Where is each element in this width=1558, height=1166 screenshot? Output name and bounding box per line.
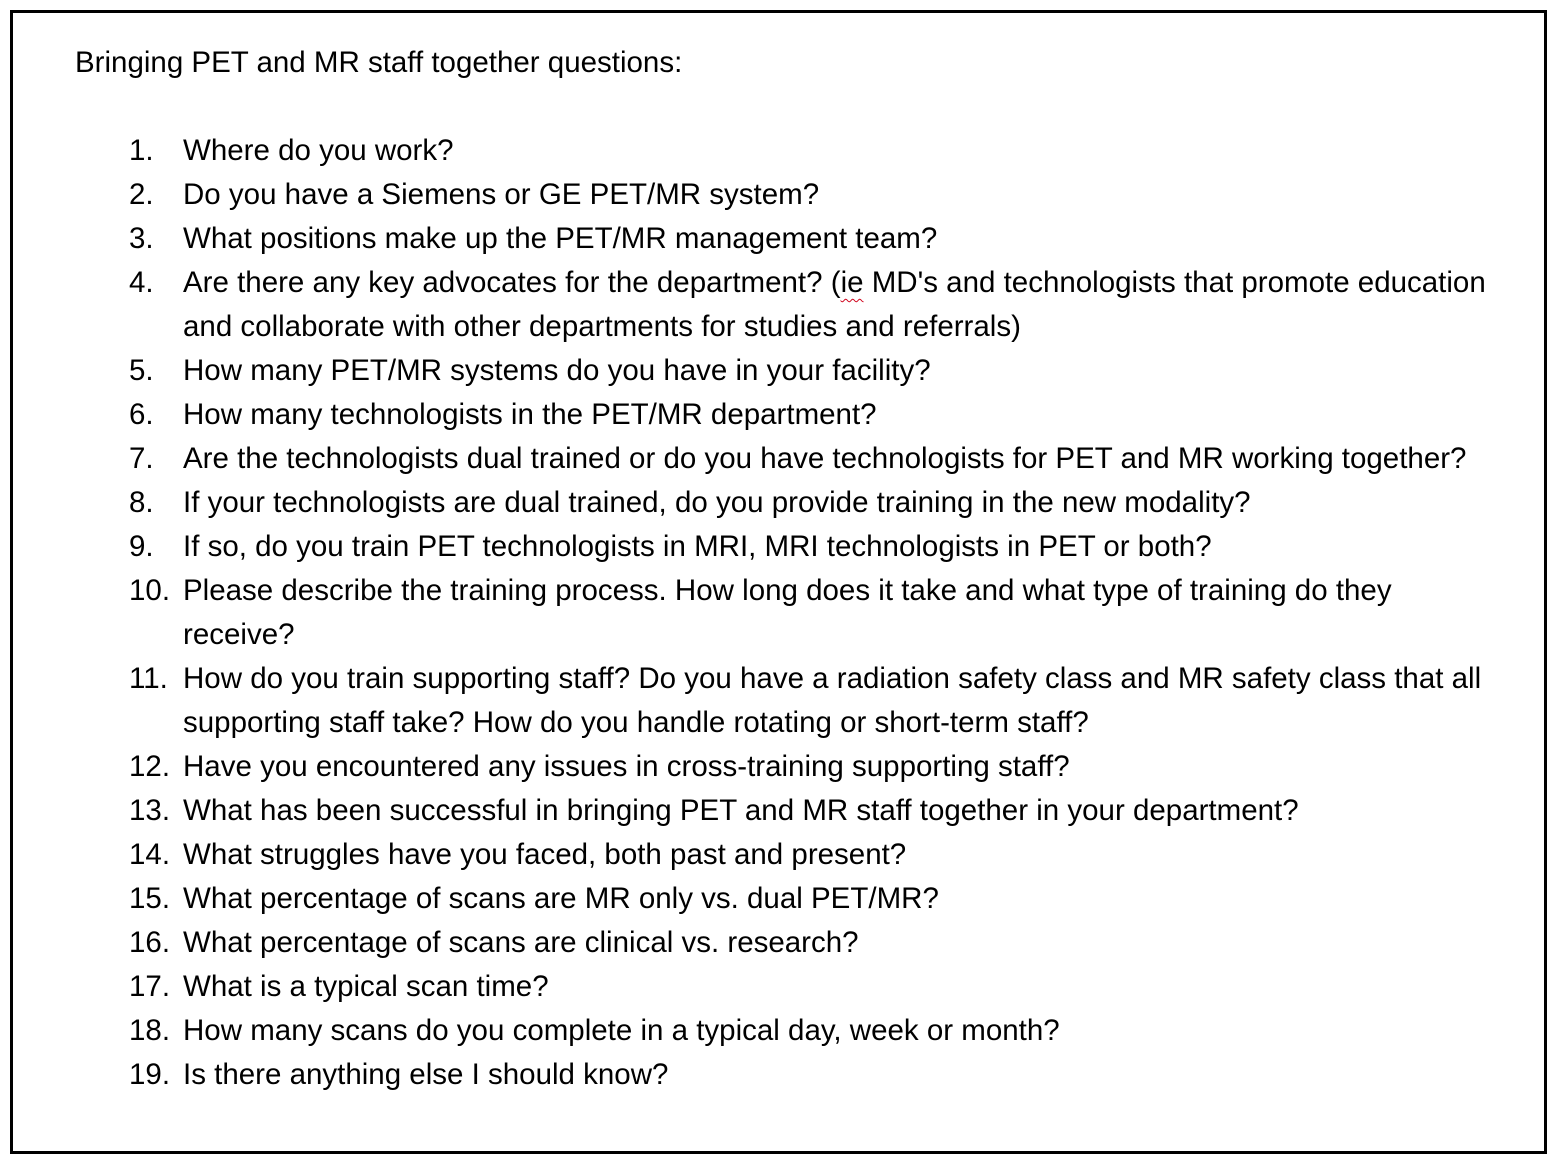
question-number: 14. [129, 838, 171, 871]
question-number: 18. [129, 1014, 171, 1047]
question-item [121, 129, 1501, 173]
question-text: Have you encountered any issues in cross-training supporting staff? [183, 750, 1070, 783]
question-text: How many technologists in the PET/MR department? [183, 398, 877, 431]
question-text: What positions make up the PET/MR management team? [183, 222, 938, 255]
question-number: 17. [129, 970, 171, 1003]
question-item [121, 349, 1501, 393]
question-text: How many scans do you complete in a typical day, week or month? [183, 1014, 1060, 1047]
question-number: 5. [129, 354, 154, 387]
question-item [121, 393, 1501, 437]
question-text: Please describe the training process. How long does it take and what type of training do they receive? [183, 574, 1392, 651]
question-item [121, 921, 1501, 965]
question-item [121, 877, 1501, 921]
question-item [121, 657, 1501, 745]
question-text-end: MD's and technologists that promote education and collaborate with other departments for studies and referrals) [183, 266, 1486, 343]
question-item [121, 965, 1501, 1009]
question-number: 15. [129, 882, 171, 915]
question-item [121, 481, 1501, 525]
question-item [121, 789, 1501, 833]
question-text: What percentage of scans are clinical vs. research? [183, 926, 859, 959]
question-number: 8. [129, 486, 154, 519]
question-number: 2. [129, 178, 154, 211]
question-number: 13. [129, 794, 171, 827]
question-number: 19. [129, 1058, 171, 1091]
question-text: Is there anything else I should know? [183, 1058, 669, 1091]
question-text: Do you have a Siemens or GE PET/MR system? [183, 178, 820, 211]
question-number: 16. [129, 926, 171, 959]
question-text: If so, do you train PET technologists in MRI, MRI technologists in PET or both? [183, 530, 1212, 563]
question-item [121, 833, 1501, 877]
question-number: 6. [129, 398, 154, 431]
question-text [183, 261, 1501, 349]
question-number: 7. [129, 442, 154, 475]
question-item [121, 217, 1501, 261]
question-item [121, 261, 1501, 349]
question-text-start: Are there any key advocates for the department? ( [183, 266, 841, 299]
question-text: Where do you work? [183, 134, 454, 167]
question-item [121, 745, 1501, 789]
question-text: What struggles have you faced, both past and present? [183, 838, 907, 871]
question-number: 9. [129, 530, 154, 563]
spellcheck-flagged-word: ie [840, 266, 864, 299]
question-item [121, 525, 1501, 569]
question-item [121, 1053, 1501, 1097]
question-text: What percentage of scans are MR only vs. dual PET/MR? [183, 882, 939, 915]
question-item [121, 569, 1501, 657]
document-frame [10, 10, 1547, 1154]
question-number: 1. [129, 134, 154, 167]
question-number: 4. [129, 266, 154, 299]
question-text: How many PET/MR systems do you have in your facility? [183, 354, 931, 387]
question-item [121, 437, 1501, 481]
question-item [121, 173, 1501, 217]
question-text: What has been successful in bringing PET and MR staff together in your department? [183, 794, 1299, 827]
question-text: How do you train supporting staff? Do you have a radiation safety class and MR safety class that all supporting staff take? How do you handle rotating or short-term staff? [183, 662, 1482, 739]
question-text: Are the technologists dual trained or do you have technologists for PET and MR working together? [183, 442, 1467, 475]
question-item [121, 1009, 1501, 1053]
question-number: 11. [129, 662, 168, 695]
question-text: What is a typical scan time? [183, 970, 549, 1003]
question-number: 3. [129, 222, 154, 255]
document-title: Bringing PET and MR staff together questions: [75, 46, 683, 79]
question-number: 10. [129, 574, 171, 607]
question-text: If your technologists are dual trained, do you provide training in the new modality? [183, 486, 1251, 519]
question-number: 12. [129, 750, 171, 783]
question-list [121, 129, 1501, 1097]
